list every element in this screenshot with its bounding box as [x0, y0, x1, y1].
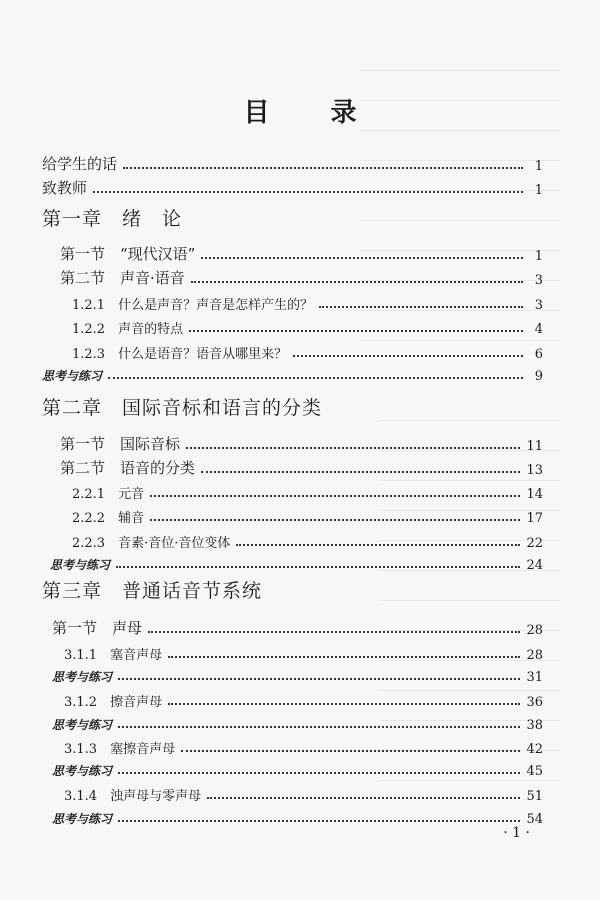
toc-entry-section[interactable] [0, 238, 600, 264]
leader-dots [293, 355, 523, 357]
toc-entry-label: 3.1.3 塞擦音声母 [64, 742, 176, 757]
toc-entry-subsection[interactable] [0, 476, 600, 502]
toc-entry-exercise[interactable] [0, 659, 600, 685]
toc-entry-page: 3 [534, 298, 543, 313]
toc-entry-label: 1.2.1 什么是声音？声音是怎样产生的？ [72, 298, 314, 313]
leader-dots [236, 544, 520, 546]
toc-entry-front[interactable] [0, 172, 600, 198]
toc-entry-label: 3.1.1 塞音声母 [64, 648, 163, 663]
leader-dots [181, 750, 520, 752]
leader-dots [150, 519, 520, 521]
toc-entry-label: 思考与练习 [52, 764, 113, 778]
toc-chapter-heading[interactable] [0, 577, 600, 603]
toc-entry-page: 3 [534, 273, 543, 288]
leader-dots [319, 306, 523, 308]
leader-dots [207, 797, 520, 799]
toc-entry-label: 思考与练习 [52, 718, 113, 732]
toc-entry-page: 36 [526, 695, 543, 710]
toc-entry-page: 4 [534, 322, 543, 337]
toc-entry-label: 1.2.3 什么是语音？语音从哪里来？ [72, 347, 288, 362]
toc-entry-page: 51 [526, 789, 543, 804]
leader-dots [108, 377, 523, 379]
toc-entry-page: 9 [534, 369, 543, 384]
toc-entry-page: 11 [526, 439, 543, 454]
toc-entry-section[interactable] [0, 452, 600, 478]
chapter-title: 第二章 国际音标和语言的分类 [42, 397, 323, 419]
toc-entry-label: 致教师 [42, 179, 88, 197]
toc-entry-page: 42 [526, 742, 543, 757]
toc-entry-front[interactable] [0, 148, 600, 174]
leader-dots [168, 656, 520, 658]
toc-entry-label: 2.2.2 辅音 [72, 511, 145, 526]
leader-dots [93, 191, 523, 193]
toc-entry-page: 1 [534, 249, 543, 264]
toc-entry-page: 31 [526, 670, 543, 685]
leader-dots [189, 330, 523, 332]
toc-entry-exercise[interactable] [0, 801, 600, 827]
toc-entry-exercise[interactable] [0, 707, 600, 733]
toc-entry-page: 28 [526, 623, 543, 638]
toc-entry-page: 14 [526, 487, 543, 502]
page-number: · 1 · [503, 825, 530, 841]
toc-entry-label: 给学生的话 [42, 155, 118, 173]
toc-entry-exercise[interactable] [0, 547, 600, 573]
toc-entry-label: 第一节 声母 [52, 619, 143, 637]
toc-chapter-heading[interactable] [0, 205, 600, 231]
toc-entry-section[interactable] [0, 428, 600, 454]
leader-dots [168, 703, 520, 705]
page-title: 目 录 [243, 98, 383, 128]
toc-entry-page: 54 [526, 812, 543, 827]
toc-entry-label: 2.2.3 音素·音位·音位变体 [72, 536, 231, 551]
leader-dots [191, 281, 523, 283]
toc-entry-subsection[interactable] [0, 287, 600, 313]
toc-entry-label: 思考与练习 [52, 670, 113, 684]
toc-entry-page: 6 [534, 347, 543, 362]
toc-entry-label: 思考与练习 [52, 812, 113, 826]
toc-entry-page: 45 [526, 764, 543, 779]
toc-entry-page: 1 [534, 183, 543, 198]
toc-entry-label: 3.1.4 浊声母与零声母 [64, 789, 202, 804]
toc-entry-label: 第一节 国际音标 [60, 435, 181, 453]
chapter-title: 第一章 绪 论 [42, 208, 183, 230]
toc-entry-subsection[interactable] [0, 311, 600, 337]
leader-dots [123, 167, 523, 169]
leader-dots [116, 566, 520, 568]
toc-entry-exercise[interactable] [0, 753, 600, 779]
toc-entry-page: 1 [534, 159, 543, 174]
toc-entry-page: 38 [526, 718, 543, 733]
toc-entry-page: 13 [526, 463, 543, 478]
toc-entry-label: 1.2.2 声音的特点 [72, 322, 184, 337]
leader-dots [118, 678, 520, 680]
toc-entry-label: 第一节 “现代汉语” [60, 245, 196, 263]
toc-entry-page: 24 [526, 558, 543, 573]
leader-dots [201, 257, 523, 259]
toc-entry-label: 思考与练习 [42, 369, 103, 383]
toc-entry-section[interactable] [0, 262, 600, 288]
leader-dots [150, 495, 520, 497]
toc-entry-label: 思考与练习 [50, 558, 111, 572]
toc-entry-page: 28 [526, 648, 543, 663]
toc-entry-label: 3.1.2 擦音声母 [64, 695, 163, 710]
leader-dots [118, 726, 520, 728]
toc-entry-label: 2.2.1 元音 [72, 487, 145, 502]
toc-entry-section[interactable] [0, 612, 600, 638]
leader-dots [201, 471, 520, 473]
leader-dots [118, 772, 520, 774]
toc-entry-page: 22 [526, 536, 543, 551]
chapter-title: 第三章 普通话音节系统 [42, 580, 263, 602]
toc-chapter-heading[interactable] [0, 394, 600, 420]
toc-entry-subsection[interactable] [0, 500, 600, 526]
toc-entry-label: 第二节 语音的分类 [60, 459, 196, 477]
leader-dots [118, 820, 520, 822]
toc-entry-page: 17 [526, 511, 543, 526]
toc-entry-label: 第二节 声音·语音 [60, 269, 185, 287]
toc-entry-exercise[interactable] [0, 358, 600, 384]
leader-dots [148, 631, 520, 633]
leader-dots [186, 447, 520, 449]
